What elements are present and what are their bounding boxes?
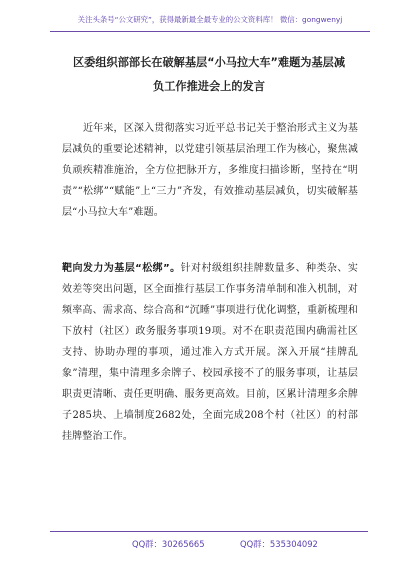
section-body-text: 针对村级组织挂牌数量多、种类杂、实效差等突出问题，区全面推行基层工作事务清单制和准入机制，对频率高、需求高、综合高和“沉睡”事项进行优化调整，重新梳理和下放村（社区）政务服务事项19项。对不在职责范围内确需社区支持、协助办理的事项，通过准入方式开展。深入开展“挂牌乱象”清理，集中清理多余牌子、校园承接不了的服务事项，让基层职责更清晰、责任更明确、服务更高效。目前，区累计清理多余牌子285块、上墙制度2682处，全面完成208个村（社区）的村部挂牌整治工作。 — [62, 263, 358, 442]
document-title-line-2: 负工作推进会上的发言 — [153, 80, 265, 93]
paragraph-section-1 — [62, 258, 358, 447]
document-title-line-1: 区委组织部部长在破解基层“小马拉大车”难题为基层减 — [72, 56, 346, 69]
footer-qq-group-1: QQ群：30265665 — [132, 539, 205, 549]
footer-qq-group-2: QQ群：535304092 — [240, 539, 318, 549]
header-banner: 关注头条号“公文研究”，获得最新最全最专业的公文资料库！ 微信：gongwenyj — [50, 9, 370, 32]
paragraph-intro: 近年来，区深入贯彻落实习近平总书记关于整治形式主义为基层减负的重要论述精神，以党建引领基层治理工作为核心，聚焦减负顽疾精准施治，全方位把脉开方，多维度扫描诊断，坚持在“明责”“松绑”“赋能”上“三力”齐发，有效推动基层减负，切实破解基层“小马拉大车”难题。 — [62, 123, 358, 218]
footer-bar — [50, 531, 368, 556]
section-heading-lead: 靶向发力为基层“松绑”。 — [62, 263, 181, 274]
